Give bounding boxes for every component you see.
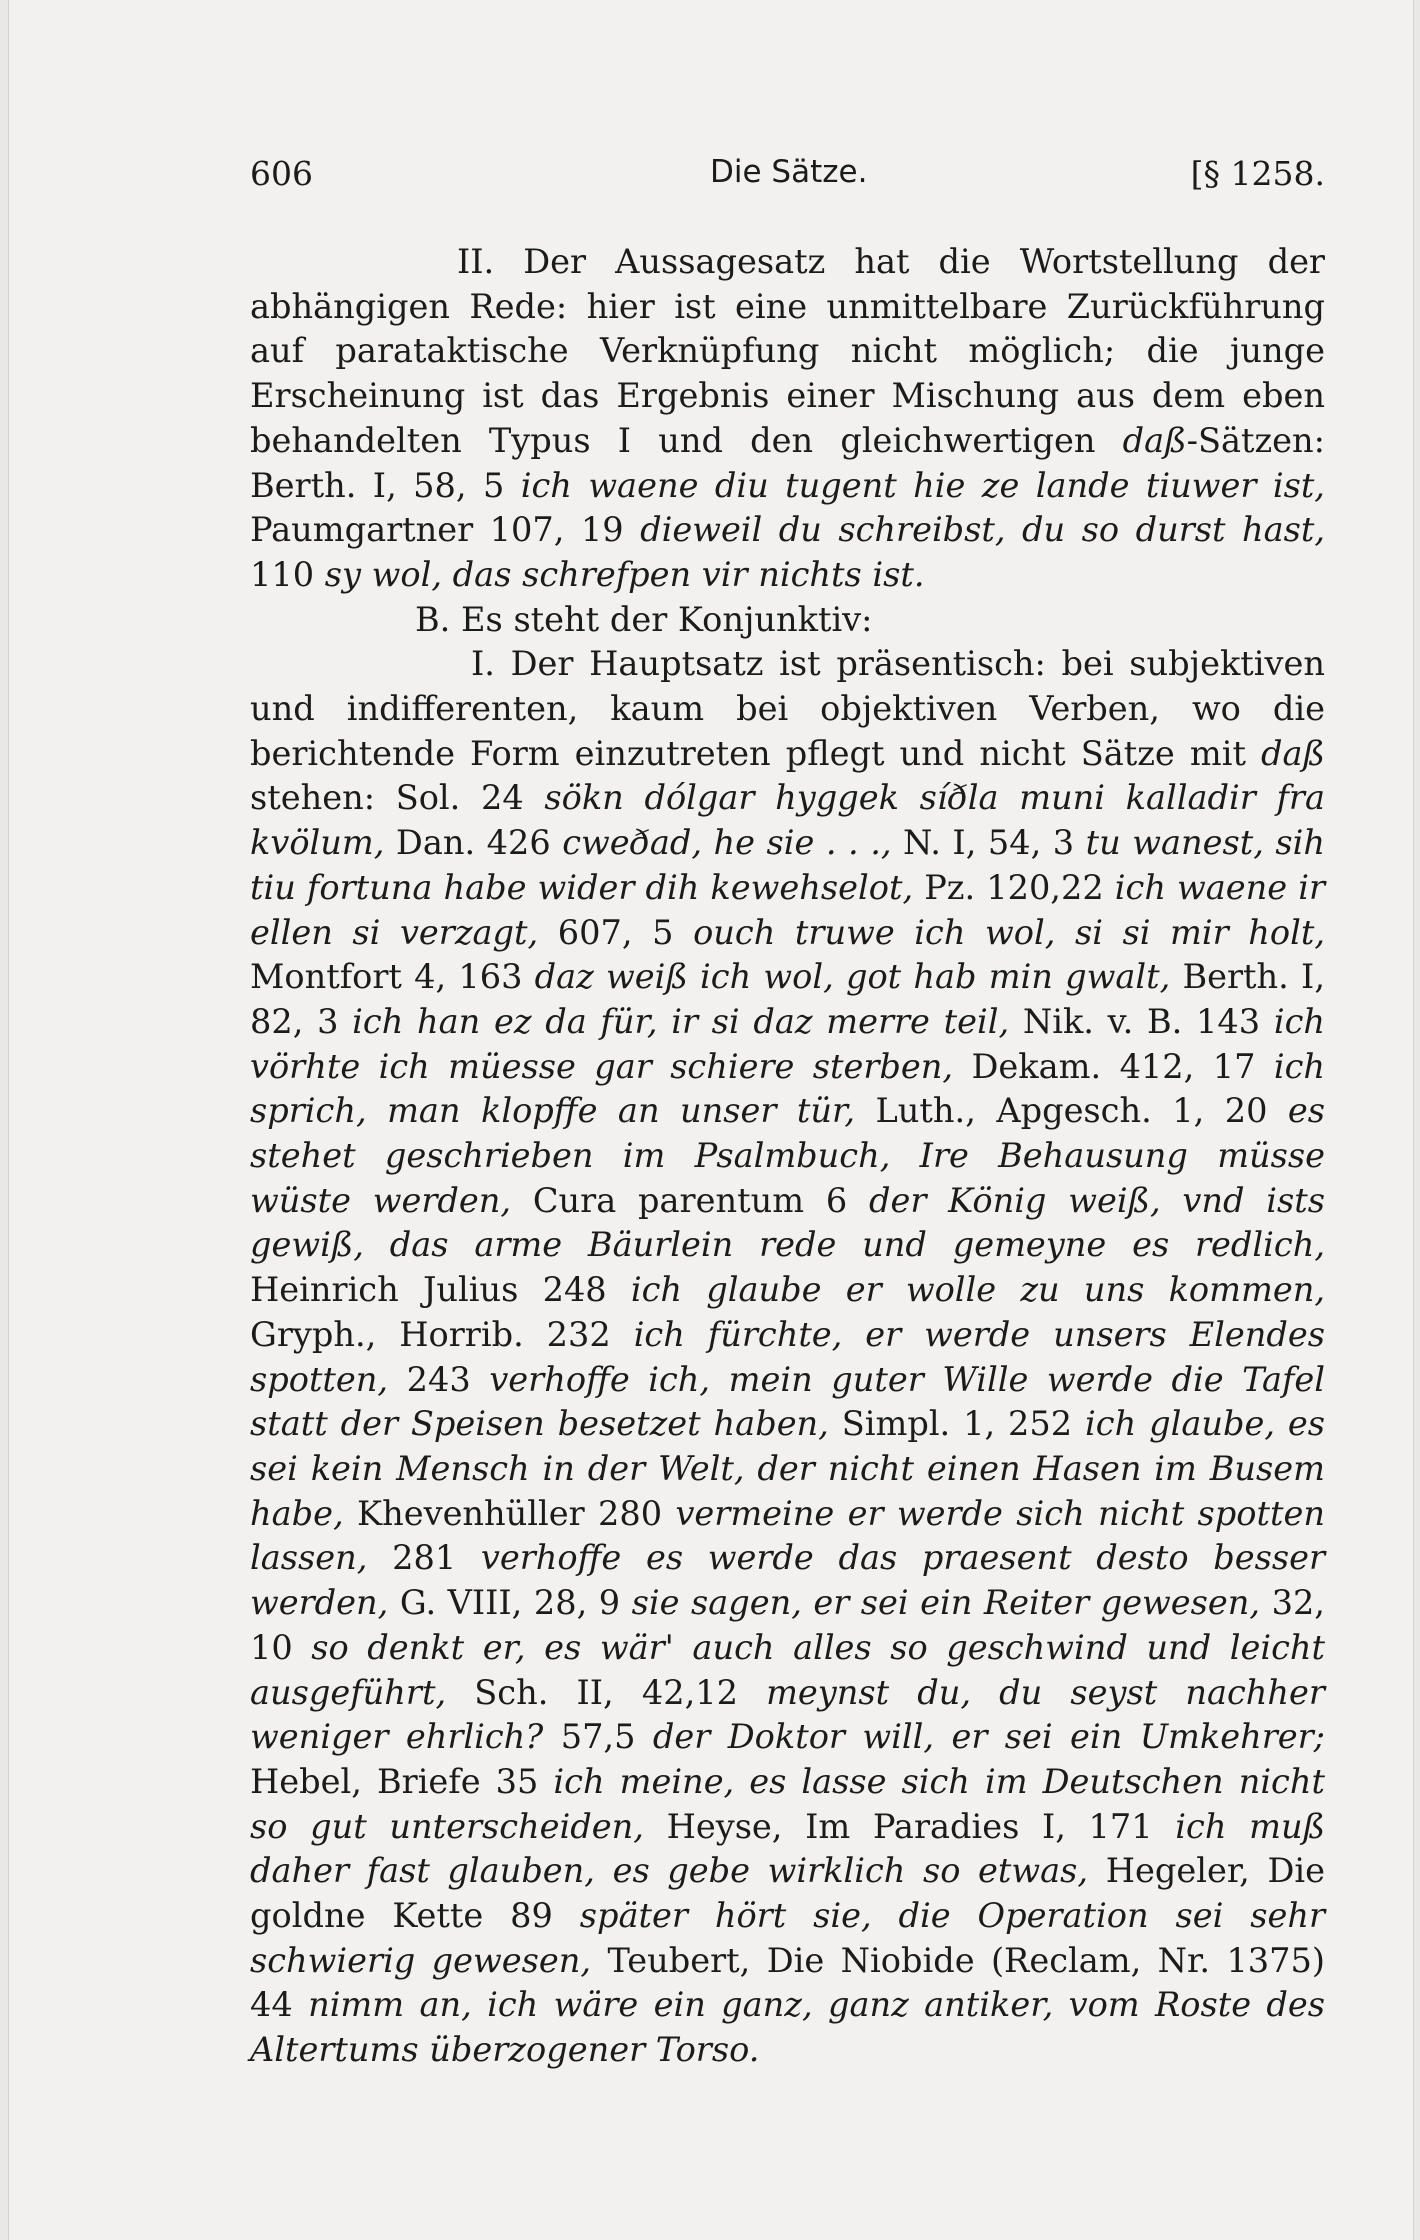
citation-text: G. VIII, 28, 9 bbox=[388, 1583, 632, 1623]
quoted-example: ich sprich, man klopffe an unser tür, bbox=[250, 1046, 1326, 1131]
citation-text: Pz. 120,22 bbox=[913, 867, 1115, 907]
quoted-example: daz weiß ich wol, got hab min gwalt, bbox=[534, 957, 1171, 997]
quoted-example: ich vörhte ich müesse gar schiere sterben, bbox=[250, 1001, 1325, 1086]
quoted-example: daß bbox=[1122, 420, 1187, 460]
quoted-example: ich meine, es lasse sich im Deutschen nicht so gut unterscheiden, bbox=[250, 1761, 1325, 1846]
quoted-example: ich waene ir ellen si verzagt, bbox=[250, 867, 1326, 952]
citation-text: Hegeler, Die goldne Kette 89 bbox=[250, 1851, 1325, 1936]
quoted-example: ich glaube er wolle zu uns kommen, bbox=[630, 1270, 1325, 1310]
running-header bbox=[250, 148, 1325, 198]
quoted-example: nimm an, ich wäre ein ganz, ganz antiker, vom Roste des Altertums überzogener Torso. bbox=[250, 1985, 1325, 2070]
body-text bbox=[250, 240, 1325, 2073]
quoted-example: verhoffe ich, mein guter Wille werde die Tafel statt der Speisen besetzet haben, bbox=[250, 1359, 1326, 1444]
citation-text: Berth. I, 82, 3 bbox=[250, 957, 1325, 1041]
quoted-example: ich waene diu tugent hie ze lande tiuwer ist, bbox=[520, 465, 1325, 505]
quoted-example: daß bbox=[1261, 733, 1325, 773]
citation-text: Simpl. 1, 252 bbox=[828, 1404, 1086, 1444]
quoted-example: ich han ez da für, ir si daz merre teil, bbox=[352, 1001, 1010, 1041]
quoted-example: so denkt er, es wär' auch alles so geschwind und leicht ausgeführt, bbox=[250, 1627, 1326, 1712]
paragraph-aussagesatz bbox=[250, 240, 1325, 598]
section-reference: [§ 1258. bbox=[1190, 154, 1325, 193]
citation-text: 110 bbox=[250, 554, 325, 594]
citation-text: Teubert, Die Niobide (Reclam, Nr. 1375) 44 bbox=[250, 1940, 1326, 2025]
quoted-example: ich muß daher fast glauben, es gebe wirklich so etwas, bbox=[250, 1806, 1325, 1891]
paragraph-konjunktiv-heading: B. Es steht der Konjunktiv: bbox=[415, 599, 873, 639]
quoted-example: später hört sie, die Operation sei sehr schwierig gewesen, bbox=[250, 1896, 1325, 1980]
citation-text: I. Der Hauptsatz ist präsentisch: bei subjektiven und indifferenten, kaum bei objektiven Verben, wo die berichtende Form einzutreten pflegt und nicht Sätze mit bbox=[250, 644, 1325, 773]
quoted-example: dieweil du schreibst, du so durst hast, bbox=[640, 510, 1325, 550]
citation-text: -Sätzen: Berth. I, 58, 5 bbox=[250, 420, 1325, 505]
quoted-example: sie sagen, er sei ein Reiter gewesen, bbox=[631, 1583, 1261, 1623]
quoted-example: sy wol, das schrefpen vir nichts ist. bbox=[324, 554, 925, 594]
citation-text: Gryph., Horrib. 232 bbox=[250, 1314, 634, 1354]
book-page bbox=[8, 0, 1414, 2240]
citation-text: Sch. II, 42,12 bbox=[446, 1672, 767, 1712]
quoted-example: meynst du, du seyst nachher weniger ehrlich? bbox=[250, 1672, 1325, 1757]
quoted-example: der Doktor will, er sei ein Umkehrer; bbox=[652, 1717, 1325, 1757]
citation-text: stehen: Sol. 24 bbox=[250, 778, 545, 818]
running-title: Die Sätze. bbox=[710, 154, 868, 190]
citation-text: Dan. 426 bbox=[384, 823, 563, 863]
quoted-example: cweðad, he sie . . ., bbox=[562, 823, 892, 863]
citation-text: Paumgartner 107, 19 bbox=[250, 510, 641, 550]
citation-text: Dekam. 412, 17 bbox=[953, 1046, 1274, 1086]
quoted-example: verhoffe es werde das praesent desto besser werden, bbox=[250, 1538, 1325, 1623]
quoted-example: der König weiß, vnd ists gewiß, das arme Bäurlein rede und gemeyne es redlich, bbox=[250, 1180, 1325, 1265]
page-number: 606 bbox=[250, 154, 313, 193]
citation-text: 607, 5 bbox=[538, 912, 694, 952]
citation-text: Heinrich Julius 248 bbox=[250, 1270, 631, 1310]
citation-text: Luth., Apgesch. 1, 20 bbox=[855, 1091, 1288, 1131]
citation-text: Nik. v. B. 143 bbox=[1009, 1001, 1274, 1041]
citation-text: 32, 10 bbox=[250, 1583, 1325, 1667]
citation-text: Cura parentum 6 bbox=[511, 1180, 869, 1220]
quoted-example: sökn dólgar hyggek síðla muni kalladir fra kvölum, bbox=[250, 778, 1325, 863]
citation-text: Hebel, Briefe 35 bbox=[250, 1761, 554, 1801]
paragraph-hauptsatz bbox=[250, 642, 1325, 2073]
citation-text: II. Der Aussagesatz hat die Wortstellung der abhängigen Rede: hier ist eine unmittelbare Zurückführung auf parataktische Verknüpfung nicht möglich; die junge Erscheinung ist das Ergebnis einer Mischung aus dem eben behandelten Typus I und den gleichwertigen bbox=[250, 242, 1325, 460]
quoted-example: ich glaube, es sei kein Mensch in der Welt, der nicht einen Hasen im Busem habe, bbox=[250, 1404, 1325, 1533]
citation-text: N. I, 54, 3 bbox=[891, 823, 1086, 863]
quoted-example: es stehet geschrieben im Psalmbuch, Ire Behausung müsse wüste werden, bbox=[250, 1091, 1325, 1220]
citation-text: Khevenhüller 280 bbox=[343, 1493, 676, 1533]
quoted-example: vermeine er werde sich nicht spotten lassen, bbox=[250, 1493, 1325, 1578]
quoted-example: tu wanest, sih tiu fortuna habe wider dih kewehselot, bbox=[250, 823, 1325, 907]
citation-text: 57,5 bbox=[543, 1717, 653, 1757]
citation-text: Heyse, Im Paradies I, 171 bbox=[643, 1806, 1176, 1846]
quoted-example: ouch truwe ich wol, si si mir holt, bbox=[693, 912, 1325, 952]
citation-text: 281 bbox=[367, 1538, 481, 1578]
quoted-example: ich fürchte, er werde unsers Elendes spotten, bbox=[250, 1314, 1325, 1399]
citation-text: Montfort 4, 163 bbox=[250, 957, 535, 997]
citation-text: 243 bbox=[388, 1359, 490, 1399]
